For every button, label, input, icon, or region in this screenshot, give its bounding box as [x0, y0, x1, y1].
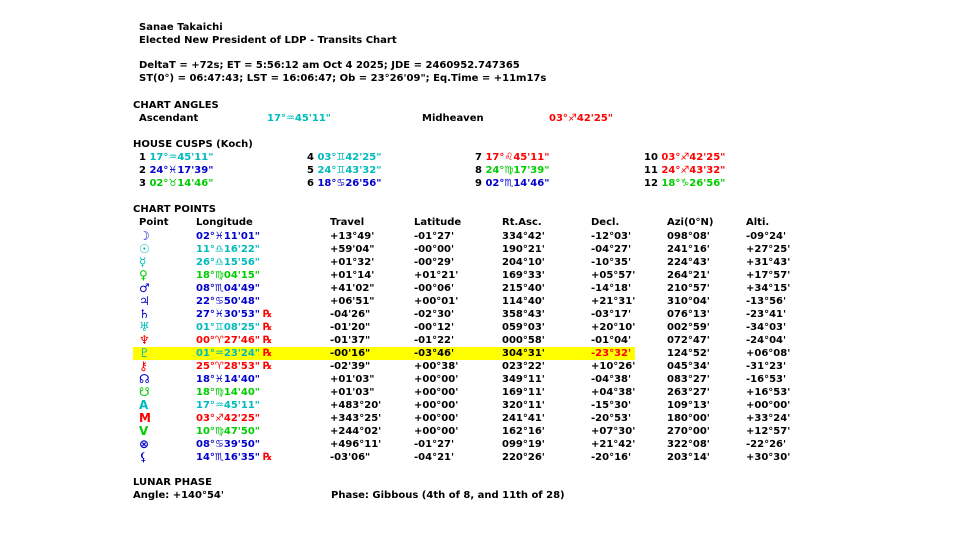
longitude-cell — [196, 425, 260, 438]
ra-cell: 215°40' — [502, 283, 545, 294]
house-cusp-value: 24°♐︎43'32" — [661, 165, 726, 176]
ra-cell: 334°42' — [502, 231, 545, 242]
ra-cell: 358°43' — [502, 309, 545, 320]
lat-cell: +00°01' — [414, 296, 459, 307]
travel-cell: +483°20' — [330, 400, 382, 411]
travel-cell: +01°32' — [330, 257, 375, 268]
lat-cell: +00°38' — [414, 361, 459, 372]
house-cusp-4 — [307, 152, 381, 164]
azi-cell: 002°59' — [667, 322, 710, 333]
ra-cell: 169°11' — [502, 387, 545, 398]
alti-cell: +27°25' — [746, 244, 791, 255]
decl-cell: -23°32' — [591, 348, 632, 359]
longitude-cell — [196, 412, 260, 425]
decl-cell: -03°17' — [591, 309, 632, 320]
column-header: Alti. — [746, 217, 770, 228]
retrograde-icon: ℞ — [262, 322, 272, 333]
longitude-value: 11°♎︎16'22" — [196, 244, 260, 255]
column-header: Point — [139, 217, 169, 228]
travel-cell: +496°11' — [330, 439, 382, 450]
planet-glyph-icon: M — [139, 411, 151, 425]
alti-cell: -23°41' — [746, 309, 787, 320]
longitude-value: 08°♋︎39'50" — [196, 439, 260, 450]
longitude-cell — [196, 282, 260, 295]
alti-cell: +33°24' — [746, 413, 791, 424]
house-cusp-2 — [139, 165, 213, 177]
azi-cell: 076°13' — [667, 309, 710, 320]
house-cusp-value: 24°♊︎43'32" — [317, 165, 382, 176]
column-header: Longitude — [196, 217, 253, 228]
house-cusp-number: 9 — [475, 178, 486, 189]
longitude-value: 02°♓︎11'01" — [196, 231, 260, 242]
decl-cell: -01°04' — [591, 335, 632, 346]
longitude-value: 01°♊︎08'25" — [196, 322, 260, 333]
lunar-phase-description: Phase: Gibbous (4th of 8, and 11th of 28) — [331, 490, 565, 501]
longitude-value: 10°♍︎47'50" — [196, 426, 260, 437]
alti-cell: +31°43' — [746, 257, 791, 268]
house-cusp-11 — [644, 165, 725, 177]
house-cusp-value: 17°♒︎45'11" — [149, 152, 214, 163]
lat-cell: -02°30' — [414, 309, 455, 320]
lat-cell: +00°00' — [414, 387, 459, 398]
alti-cell: -31°23' — [746, 361, 787, 372]
alti-cell: +16°53' — [746, 387, 791, 398]
decl-cell: -12°03' — [591, 231, 632, 242]
travel-cell: -04'26" — [330, 309, 371, 320]
alti-cell: -34°03' — [746, 322, 787, 333]
ra-cell: 320°11' — [502, 400, 545, 411]
longitude-value: 01°♒︎23'24" — [196, 348, 260, 359]
column-header: Latitude — [414, 217, 462, 228]
ra-cell: 162°16' — [502, 426, 545, 437]
lunar-phase-heading: LUNAR PHASE — [133, 477, 212, 488]
retrograde-icon: ℞ — [262, 348, 272, 359]
longitude-cell — [196, 295, 260, 308]
longitude-cell — [196, 373, 260, 386]
planet-glyph-icon: V — [139, 424, 149, 438]
planet-glyph-icon: ☉ — [139, 242, 150, 256]
planet-glyph-icon: ⊗ — [139, 437, 150, 451]
travel-cell: +343°25' — [330, 413, 382, 424]
decl-cell: +05°57' — [591, 270, 636, 281]
planet-glyph-icon: ☽ — [139, 229, 150, 243]
longitude-value: 17°♒︎45'11" — [196, 400, 260, 411]
longitude-cell — [196, 334, 272, 347]
decl-cell: -20°16' — [591, 452, 632, 463]
decl-cell: +21°42' — [591, 439, 636, 450]
lat-cell: +01°21' — [414, 270, 459, 281]
travel-cell: -01'37" — [330, 335, 371, 346]
azi-cell: 210°57' — [667, 283, 710, 294]
retrograde-icon: ℞ — [262, 361, 272, 372]
travel-cell: -01'20" — [330, 322, 371, 333]
decl-cell: +07°30' — [591, 426, 636, 437]
travel-cell: +244°02' — [330, 426, 382, 437]
longitude-value: 22°♋︎50'48" — [196, 296, 260, 307]
midheaven-value: 03°♐︎42'25" — [549, 113, 613, 124]
alti-cell: +34°15' — [746, 283, 791, 294]
lunar-phase-angle: Angle: +140°54' — [133, 490, 224, 501]
travel-cell: +13°49' — [330, 231, 375, 242]
lat-cell: -00°00' — [414, 244, 455, 255]
longitude-value: 03°♐︎42'25" — [196, 413, 260, 424]
alti-cell: +17°57' — [746, 270, 791, 281]
decl-cell: +20°10' — [591, 322, 636, 333]
house-cusp-number: 1 — [139, 152, 150, 163]
column-header: Azi(0°N) — [667, 217, 714, 228]
ra-cell: 114°40' — [502, 296, 545, 307]
decl-cell: +04°38' — [591, 387, 636, 398]
longitude-value: 25°♈︎28'53" — [196, 361, 260, 372]
ra-cell: 304°31' — [502, 348, 545, 359]
ra-cell: 059°03' — [502, 322, 545, 333]
decl-cell: -15°30' — [591, 400, 632, 411]
house-cusp-9 — [475, 178, 549, 190]
column-header: Rt.Asc. — [502, 217, 542, 228]
planet-glyph-icon: ⚸ — [139, 450, 148, 464]
longitude-cell — [196, 269, 260, 282]
longitude-cell — [196, 347, 272, 360]
table-row — [0, 451, 960, 464]
longitude-value: 08°♏︎04'49" — [196, 283, 260, 294]
azi-cell: 072°47' — [667, 335, 710, 346]
planet-glyph-icon: ♄ — [139, 307, 150, 321]
house-cusp-8 — [475, 165, 549, 177]
alti-cell: -22°26' — [746, 439, 787, 450]
planet-glyph-icon: A — [139, 398, 149, 412]
house-cusp-value: 03°♐︎42'25" — [661, 152, 726, 163]
ra-cell: 000°58' — [502, 335, 545, 346]
house-cusp-value: 24°♍︎17'39" — [485, 165, 550, 176]
azi-cell: 098°08' — [667, 231, 710, 242]
travel-cell: +01'03" — [330, 374, 375, 385]
azi-cell: 224°43' — [667, 257, 710, 268]
lat-cell: +00°00' — [414, 374, 459, 385]
house-cusp-5 — [307, 165, 381, 177]
house-cusp-number: 11 — [644, 165, 662, 176]
longitude-value: 27°♓︎30'53" — [196, 309, 260, 320]
chart-title: Elected New President of LDP - Transits Chart — [139, 35, 397, 46]
ra-cell: 204°10' — [502, 257, 545, 268]
alti-cell: -09°24' — [746, 231, 787, 242]
decl-cell: -10°35' — [591, 257, 632, 268]
house-cusp-12 — [644, 178, 725, 190]
house-cusp-number: 6 — [307, 178, 318, 189]
planet-glyph-icon: ☿ — [139, 255, 147, 269]
house-cusp-value: 17°♌︎45'11" — [485, 152, 550, 163]
azi-cell: 241°16' — [667, 244, 710, 255]
house-cusp-value: 03°♊︎42'25" — [317, 152, 382, 163]
lat-cell: -00°06' — [414, 283, 455, 294]
alti-cell: -24°04' — [746, 335, 787, 346]
alti-cell: +00°00' — [746, 400, 791, 411]
travel-cell: +01'03" — [330, 387, 375, 398]
lat-cell: -01°27' — [414, 231, 455, 242]
house-cusp-value: 24°♓︎17'39" — [149, 165, 214, 176]
planet-glyph-icon: ♀ — [139, 268, 148, 282]
house-cusp-value: 18°♑︎26'56" — [661, 178, 726, 189]
longitude-cell — [196, 308, 272, 321]
lat-cell: -00°29' — [414, 257, 455, 268]
planet-glyph-icon: ♇ — [139, 346, 150, 360]
retrograde-icon: ℞ — [262, 335, 272, 346]
ephemeris-line-2: ST(0°) = 06:47:43; LST = 16:06:47; Ob = 23°26'09"; Eq.Time = +11m17s — [139, 73, 547, 84]
azi-cell: 203°14' — [667, 452, 710, 463]
decl-cell: -04°38' — [591, 374, 632, 385]
house-cusp-number: 7 — [475, 152, 486, 163]
azi-cell: 270°00' — [667, 426, 710, 437]
alti-cell: -16°53' — [746, 374, 787, 385]
decl-cell: +21°31' — [591, 296, 636, 307]
ra-cell: 023°22' — [502, 361, 545, 372]
alti-cell: +06°08' — [746, 348, 791, 359]
house-cusp-number: 8 — [475, 165, 486, 176]
longitude-value: 18°♓︎14'40" — [196, 374, 260, 385]
travel-cell: -03'06" — [330, 452, 371, 463]
longitude-cell — [196, 360, 272, 373]
travel-cell: +01°14' — [330, 270, 375, 281]
longitude-cell — [196, 243, 260, 256]
house-cusp-value: 02°♉︎14'46" — [149, 178, 214, 189]
lat-cell: +00°00' — [414, 426, 459, 437]
ra-cell: 349°11' — [502, 374, 545, 385]
longitude-value: 18°♍︎14'40" — [196, 387, 260, 398]
house-cusp-7 — [475, 152, 549, 164]
house-cusps-heading: HOUSE CUSPS (Koch) — [133, 139, 253, 150]
longitude-cell — [196, 256, 260, 269]
planet-glyph-icon: ♆ — [139, 333, 150, 347]
ra-cell: 241°41' — [502, 413, 545, 424]
alti-cell: -13°56' — [746, 296, 787, 307]
azi-cell: 322°08' — [667, 439, 710, 450]
planet-glyph-icon: ♃ — [139, 294, 150, 308]
lat-cell: +00°00' — [414, 400, 459, 411]
azi-cell: 124°52' — [667, 348, 710, 359]
travel-cell: +41'02" — [330, 283, 375, 294]
longitude-cell — [196, 230, 260, 243]
column-header: Decl. — [591, 217, 620, 228]
longitude-value: 18°♍︎04'15" — [196, 270, 260, 281]
planet-glyph-icon: ⚷ — [139, 359, 148, 373]
longitude-cell — [196, 451, 272, 464]
house-cusp-value: 02°♏︎14'46" — [485, 178, 550, 189]
lat-cell: -01°22' — [414, 335, 455, 346]
house-cusp-number: 10 — [644, 152, 662, 163]
ra-cell: 169°33' — [502, 270, 545, 281]
retrograde-icon: ℞ — [262, 309, 272, 320]
decl-cell: -04°27' — [591, 244, 632, 255]
house-cusp-number: 12 — [644, 178, 662, 189]
longitude-value: 14°♏︎16'35" — [196, 452, 260, 463]
ra-cell: 190°21' — [502, 244, 545, 255]
longitude-cell — [196, 386, 260, 399]
house-cusp-value: 18°♋︎26'56" — [317, 178, 382, 189]
longitude-cell — [196, 438, 260, 451]
chart-subject-name: Sanae Takaichi — [139, 22, 223, 33]
longitude-cell — [196, 399, 260, 412]
azi-cell: 083°27' — [667, 374, 710, 385]
planet-glyph-icon: ☊ — [139, 372, 150, 386]
decl-cell: +10°26' — [591, 361, 636, 372]
house-cusp-number: 5 — [307, 165, 318, 176]
travel-cell: -02'39" — [330, 361, 371, 372]
azi-cell: 109°13' — [667, 400, 710, 411]
house-cusp-number: 2 — [139, 165, 150, 176]
travel-cell: -00'16" — [330, 348, 371, 359]
midheaven-label: Midheaven — [422, 113, 484, 124]
chart-points-heading: CHART POINTS — [133, 204, 216, 215]
azi-cell: 180°00' — [667, 413, 710, 424]
planet-glyph-icon: ♂ — [139, 281, 150, 295]
house-cusp-10 — [644, 152, 725, 164]
decl-cell: -14°18' — [591, 283, 632, 294]
ra-cell: 220°26' — [502, 452, 545, 463]
lat-cell: -01°27' — [414, 439, 455, 450]
ascendant-label: Ascendant — [139, 113, 199, 124]
azi-cell: 263°27' — [667, 387, 710, 398]
retrograde-icon: ℞ — [262, 452, 272, 463]
planet-glyph-icon: ☋ — [139, 385, 150, 399]
chart-angles-heading: CHART ANGLES — [133, 100, 219, 111]
house-cusp-number: 4 — [307, 152, 318, 163]
decl-cell: -20°53' — [591, 413, 632, 424]
ascendant-value: 17°♒︎45'11" — [267, 113, 331, 124]
ra-cell: 099°19' — [502, 439, 545, 450]
longitude-value: 26°♎︎15'56" — [196, 257, 260, 268]
house-cusp-1 — [139, 152, 213, 164]
alti-cell: +12°57' — [746, 426, 791, 437]
longitude-value: 00°♈︎27'46" — [196, 335, 260, 346]
planet-glyph-icon: ♅ — [139, 320, 150, 334]
travel-cell: +59'04" — [330, 244, 375, 255]
lat-cell: -00°12' — [414, 322, 455, 333]
azi-cell: 264°21' — [667, 270, 710, 281]
house-cusp-6 — [307, 178, 381, 190]
longitude-cell — [196, 321, 272, 334]
lat-cell: +00°00' — [414, 413, 459, 424]
travel-cell: +06'51" — [330, 296, 375, 307]
azi-cell: 310°04' — [667, 296, 710, 307]
alti-cell: +30°30' — [746, 452, 791, 463]
house-cusp-3 — [139, 178, 213, 190]
azi-cell: 045°34' — [667, 361, 710, 372]
lat-cell: -04°21' — [414, 452, 455, 463]
column-header: Travel — [330, 217, 365, 228]
house-cusp-number: 3 — [139, 178, 150, 189]
ephemeris-line-1: DeltaT = +72s; ET = 5:56:12 am Oct 4 2025; JDE = 2460952.747365 — [139, 60, 520, 71]
lat-cell: -03°46' — [414, 348, 455, 359]
